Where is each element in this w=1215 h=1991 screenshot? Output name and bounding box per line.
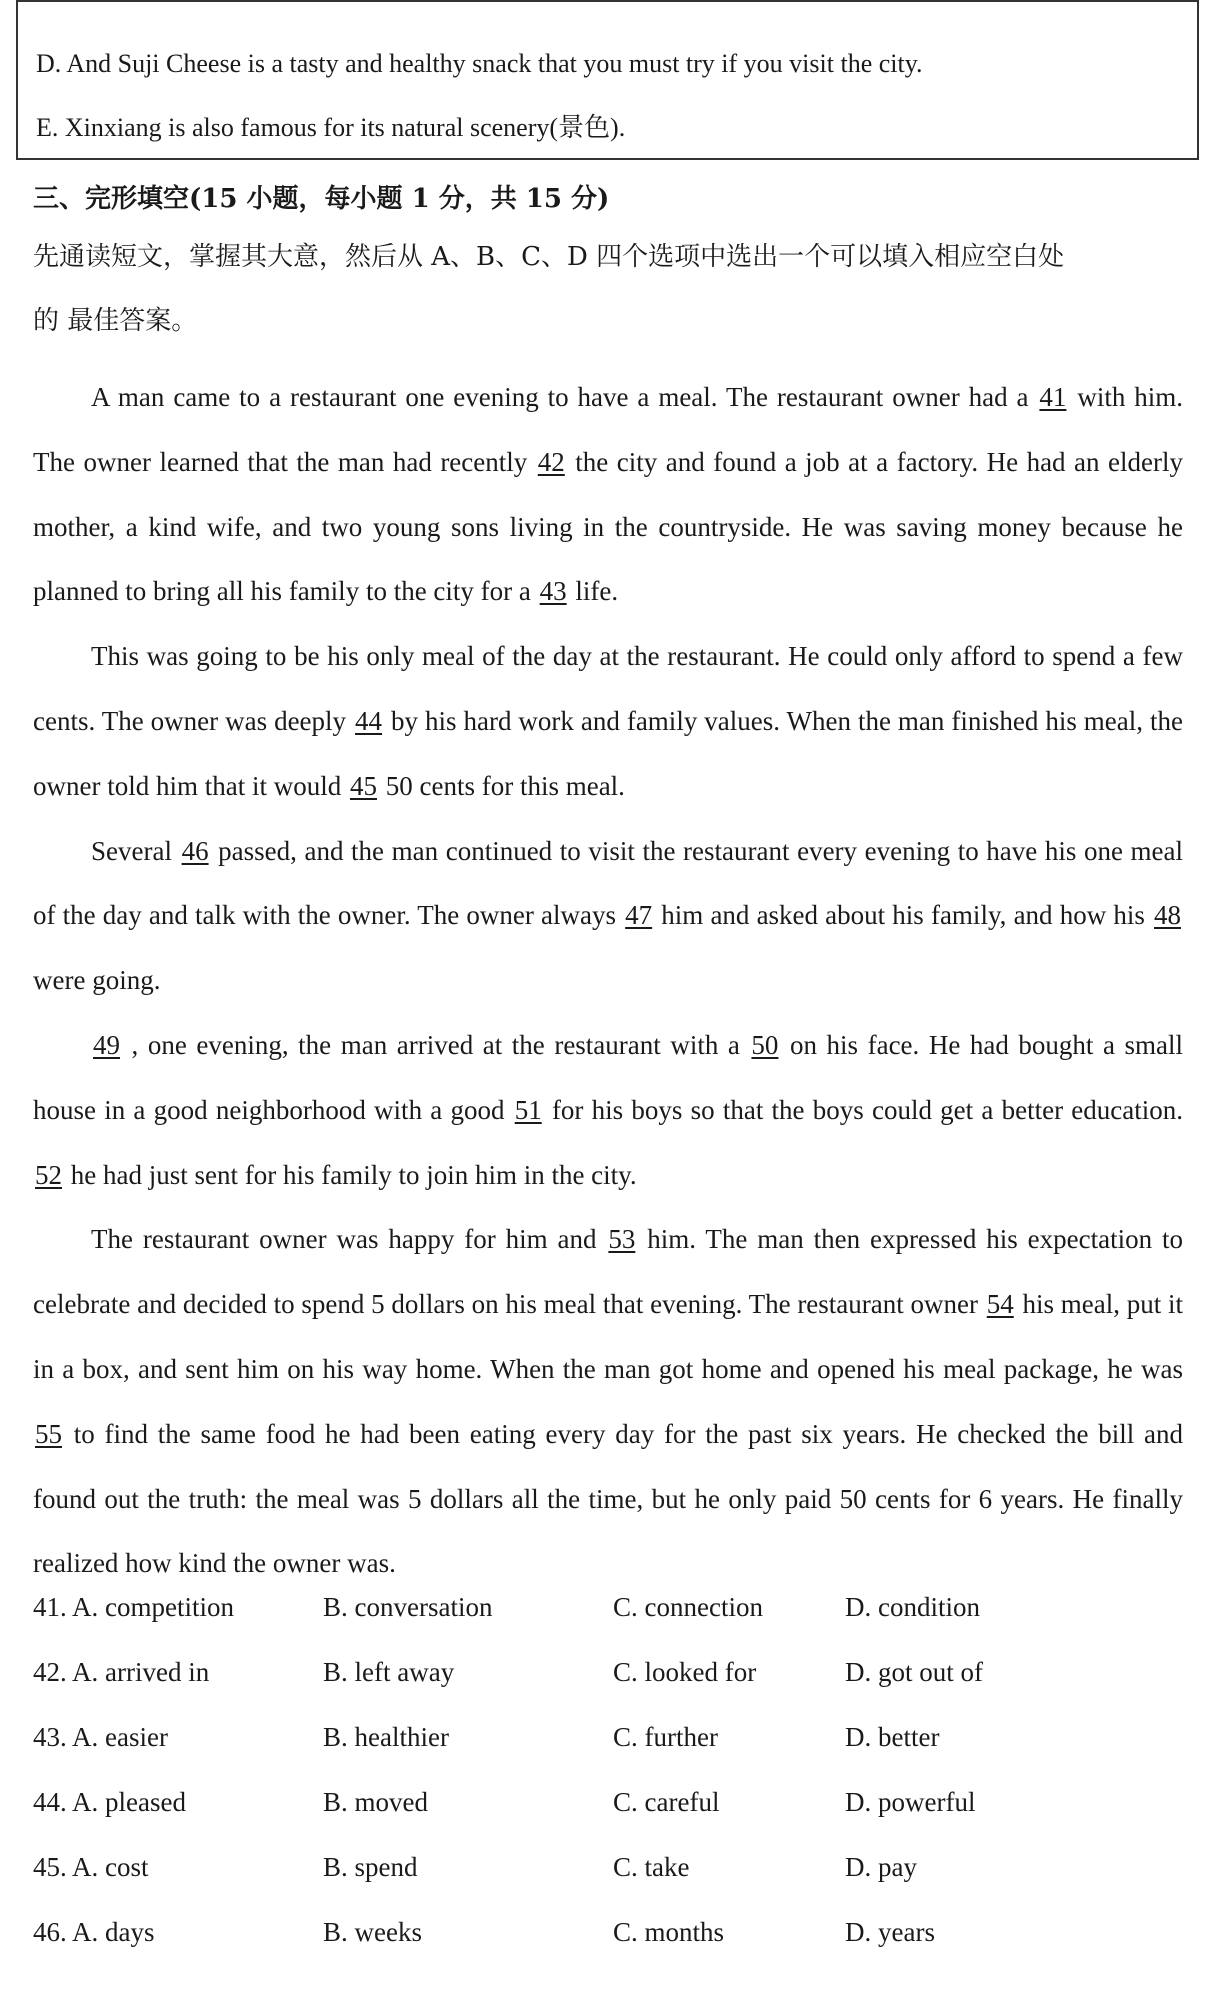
- options-box: [16, 0, 1199, 160]
- blank-53: 53: [608, 1224, 636, 1255]
- option-a: 41. A. competition: [33, 1592, 234, 1622]
- paragraph-2: This was going to be his only meal of the day at the restaurant. He could only afford to spend a few cents. The owner was deeply 44 by his hard work and family values. When the man finished his meal, the owner told him that it would 45 50 cents for this meal.: [33, 641, 1183, 801]
- option-a: 46. A. days: [33, 1917, 155, 1947]
- question-42: [33, 1657, 1193, 1697]
- option-a: 42. A. arrived in: [33, 1657, 210, 1687]
- option-b: B. left away: [323, 1657, 455, 1687]
- option-a: 44. A. pleased: [33, 1787, 186, 1817]
- option-a: 43. A. easier: [33, 1722, 168, 1752]
- option-c: C. months: [613, 1917, 725, 1947]
- option-a: 45. A. cost: [33, 1852, 149, 1882]
- option-d-line: D. And Suji Cheese is a tasty and healthy snack that you must try if you visit the city.: [36, 49, 923, 78]
- blank-47: 47: [625, 900, 653, 931]
- blank-51: 51: [514, 1094, 542, 1125]
- blank-55: 55: [35, 1418, 62, 1449]
- option-d: D. better: [845, 1722, 940, 1752]
- question-43: [33, 1722, 1193, 1762]
- blank-42: 42: [537, 446, 565, 477]
- instruction-line-2: 的 最佳答案。: [33, 306, 198, 336]
- option-d: D. powerful: [845, 1787, 976, 1817]
- option-b: B. conversation: [323, 1592, 493, 1622]
- option-d: D. pay: [845, 1852, 917, 1882]
- blank-50: 50: [751, 1029, 779, 1060]
- blank-52: 52: [35, 1159, 62, 1190]
- option-e-line: E. Xinxiang is also famous for its natural scenery(景色).: [36, 113, 626, 142]
- option-b: B. healthier: [323, 1722, 449, 1752]
- question-41: [33, 1592, 1193, 1632]
- option-b: B. weeks: [323, 1917, 422, 1947]
- blank-46: 46: [181, 835, 209, 866]
- blank-48: 48: [1154, 900, 1181, 931]
- option-d: D. condition: [845, 1592, 980, 1622]
- section-title: 三、完形填空(15 小题，每小题 1 分，共 15 分): [33, 184, 610, 214]
- paragraph-1: A man came to a restaurant one evening to have a meal. The restaurant owner had a 41 with him. The owner learned that the man had recently 42 the city and found a job at a factory. He had an elderly mother, a kind wife, and two young sons living in the countryside. He was saving money because he planned to bring all his family to the city for a 43 life.: [33, 382, 1183, 607]
- option-c: C. connection: [613, 1592, 763, 1622]
- question-44: [33, 1787, 1193, 1827]
- option-c: C. careful: [613, 1787, 720, 1817]
- question-45: [33, 1852, 1193, 1892]
- blank-44: 44: [355, 705, 383, 736]
- blank-41: 41: [1039, 382, 1067, 412]
- option-c: C. further: [613, 1722, 718, 1752]
- blank-54: 54: [986, 1289, 1014, 1320]
- blank-45: 45: [349, 770, 377, 801]
- option-d: D. years: [845, 1917, 935, 1947]
- blank-49: 49: [93, 1029, 120, 1060]
- paragraph-4: 49 , one evening, the man arrived at the restaurant with a 50 on his face. He had bought a small house in a good neighborhood with a good 51 for his boys so that the boys could get a better education. 52 he had just sent for his family to join him in the city.: [33, 1029, 1183, 1190]
- question-46: [33, 1917, 1193, 1957]
- paragraph-5: The restaurant owner was happy for him and 53 him. The man then expressed his expectation to celebrate and decided to spend 5 dollars on his meal that evening. The restaurant owner 54 his meal, put it in a box, and sent him on his way home. When the man got home and opened his meal package, he was 55 to find the same food he had been eating every day for the past six years. He checked the bill and found out the truth: the meal was 5 dollars all the time, but he only paid 50 cents for 6 years. He finally realized how kind the owner was.: [33, 1224, 1184, 1579]
- instruction-line-1: 先通读短文，掌握其大意，然后从 A、B、C、D 四个选项中选出一个可以填入相应空白处: [33, 242, 1065, 272]
- option-c: C. take: [613, 1852, 690, 1882]
- option-b: B. moved: [323, 1787, 428, 1817]
- option-d: D. got out of: [845, 1657, 983, 1687]
- blank-43: 43: [539, 576, 567, 607]
- option-b: B. spend: [323, 1852, 418, 1882]
- cloze-passage: [33, 365, 1183, 1596]
- option-c: C. looked for: [613, 1657, 757, 1687]
- paragraph-3: Several 46 passed, and the man continued to visit the restaurant every evening to have his one meal of the day and talk with the owner. The owner always 47 him and asked about his family, and how his 48 were going.: [33, 835, 1183, 996]
